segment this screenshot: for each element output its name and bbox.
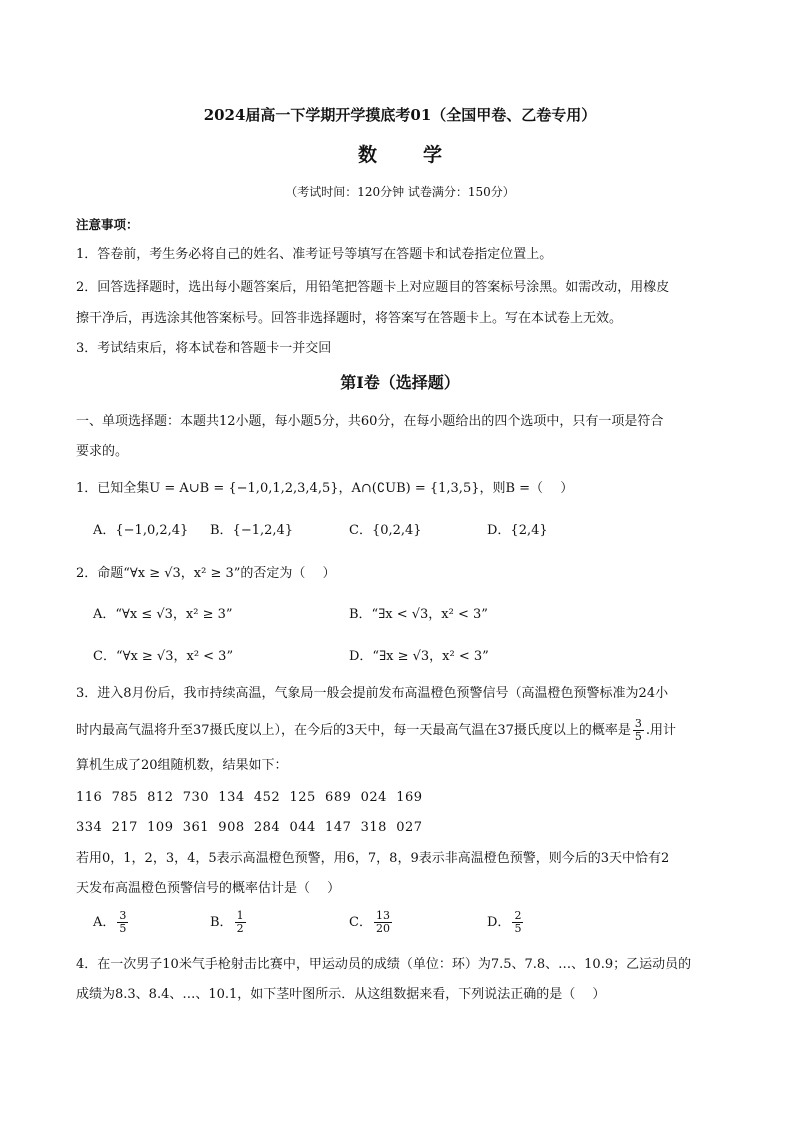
option-label: D．: [487, 915, 511, 930]
q2-option-d: D．“∃x ≥ √3，x² < 3”: [349, 649, 489, 664]
fraction-numerator: 13: [375, 909, 390, 922]
probability-fraction: [633, 718, 644, 743]
fraction-numerator: 3: [119, 909, 127, 922]
fraction-numerator: 2: [514, 909, 522, 922]
option-label: A．: [93, 915, 116, 930]
q3-option-d: [487, 910, 525, 935]
fraction-denominator: 20: [375, 922, 390, 935]
section-intro: 一、单项选择题：本题共12小题，每小题5分，共60分，在每小题给出的四个选项中，只有一项是符合: [76, 414, 664, 429]
q1-option-c: C．{0,2,4}: [349, 523, 422, 538]
fraction-denominator: 5: [634, 730, 642, 743]
question-1-stem: 1．已知全集U = A∪B = {−1,0,1,2,3,4,5}，A∩(∁UB) = {1,3,5}，则B =（ ）: [76, 481, 574, 496]
question-3-line-2-tail: .用计: [645, 723, 676, 738]
option-fraction: [117, 910, 128, 935]
section-intro-cont: 要求的。: [76, 444, 129, 459]
fraction-numerator: 3: [634, 717, 642, 730]
option-label: C．: [349, 915, 372, 930]
exam-title: 2024届高一下学期开学摸底考01（全国甲卷、乙卷专用）: [203, 106, 597, 124]
section-title: 第Ⅰ卷（选择题）: [340, 373, 460, 392]
question-4-line-2: 成绩为8.3、8.4、…、10.1，如下茎叶图所示．从这组数据来看，下列说法正确的是（ ）: [76, 987, 606, 1002]
notice-item-1: 1．答卷前，考生务必将自己的姓名、准考证号等填写在答题卡和试卷指定位置上。: [76, 247, 553, 262]
q1-option-d: D．{2,4}: [487, 523, 548, 538]
q3-option-b: [210, 910, 248, 935]
question-3-line-2: [76, 718, 724, 742]
option-fraction: [374, 910, 392, 935]
q3-option-a: [93, 910, 130, 935]
q1-option-b: B．{−1,2,4}: [210, 523, 294, 538]
option-label: B．: [210, 915, 233, 930]
question-3-line-1: 3．进入8月份后，我市持续高温，气象局一般会提前发布高温橙色预警信号（高温橙色预警标准为24小: [76, 686, 669, 701]
fraction-denominator: 5: [119, 922, 127, 935]
q2-option-a: A．“∀x ≤ √3，x² ≥ 3”: [93, 607, 233, 622]
fraction-numerator: 1: [236, 909, 244, 922]
q3-option-c: [349, 910, 394, 935]
question-3-line-2-text: 时内最高气温将升至37摄氏度以上），在今后的3天中，每一天最高气温在37摄氏度以上的概率是: [76, 723, 631, 738]
notice-item-2-cont: 擦干净后，再选涂其他答案标号。回答非选择题时，将答案写在答题卡上。写在本试卷上无效。: [76, 311, 623, 326]
question-4-line-1: 4．在一次男子10米气手枪射击比赛中，甲运动员的成绩（单位：环）为7.5、7.8、…、10.9；乙运动员的: [76, 957, 692, 972]
notice-item-3: 3．考试结束后，将本试卷和答题卡一并交回: [76, 341, 332, 356]
exam-info: （考试时间：120分钟 试卷满分：150分）: [285, 185, 515, 199]
fraction-denominator: 2: [236, 922, 244, 935]
q2-option-b: B．“∃x < √3，x² < 3”: [349, 607, 488, 622]
question-2-stem: 2．命题“∀x ≥ √3，x² ≥ 3”的否定为（ ）: [76, 566, 336, 581]
random-numbers-row-1: 116 785 812 730 134 452 125 689 024 169: [76, 790, 423, 805]
random-numbers-row-2: 334 217 109 361 908 284 044 147 318 027: [76, 820, 423, 835]
option-fraction: [512, 910, 523, 935]
subject-title: 数学: [357, 144, 488, 166]
question-3-line-3: 算机生成了20组随机数，结果如下：: [76, 758, 288, 773]
notice-heading: 注意事项：: [76, 217, 139, 232]
q2-option-c: C．“∀x ≥ √3，x² < 3”: [93, 649, 234, 664]
q1-option-a: A．{−1,0,2,4}: [93, 523, 189, 538]
fraction-denominator: 5: [514, 922, 522, 935]
question-3-line-4: 若用0，1，2，3，4，5表示高温橙色预警，用6，7，8，9表示非高温橙色预警，则今后的3天中恰有2: [76, 851, 670, 866]
notice-item-2: 2．回答选择题时，选出每小题答案后，用铅笔把答题卡上对应题目的答案标号涂黑。如需改动，用橡皮: [76, 280, 670, 295]
question-3-line-5: 天发布高温橙色预警信号的概率估计是（ ）: [76, 881, 341, 896]
option-fraction: [235, 910, 246, 935]
